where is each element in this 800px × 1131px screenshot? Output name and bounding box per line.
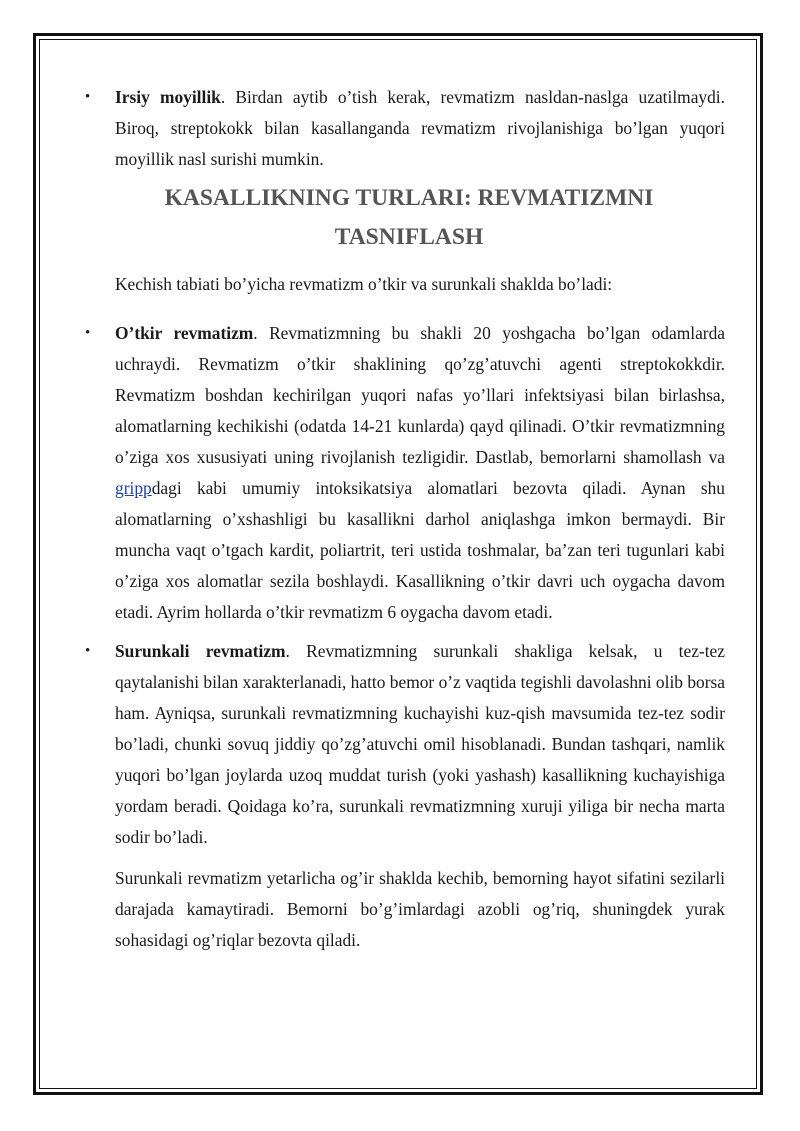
text-irsiy: . Birdan aytib o’tish kerak, revmatizm nasldan-naslga uzatilmaydi. Biroq, streptokokk bilan kasallanganda revmatizm rivojlanishiga bo’lgan yuqori moyillik nasl surishi mumkin.	[115, 87, 725, 169]
term-surunkali: Surunkali revmatizm	[115, 641, 286, 661]
term-otkir: O’tkir revmatizm	[115, 323, 254, 343]
document-body	[85, 82, 725, 956]
list-item-irsiy	[85, 82, 725, 175]
gripp-link[interactable]: gripp	[115, 478, 152, 498]
final-paragraph: Surunkali revmatizm yetarlicha og’ir shaklda kechib, bemorning hayot sifatini sezilarli darajada kamaytiradi. Bemorni bo’g’imlardagi azobli og’riq, shuningdek yurak sohasidagi og’riqlar bezovta qiladi.	[115, 868, 725, 950]
intro-paragraph: Kechish tabiati bo’yicha revmatizm o’tkir va surunkali shaklda bo’ladi:	[115, 274, 613, 294]
section-heading: KASALLIKNING TURLARI: REVMATIZMNI TASNIFLASH	[164, 185, 654, 250]
term-irsiy: Irsiy moyillik	[115, 87, 221, 107]
text-otkir-after: dagi kabi umumiy intoksikatsiya alomatlari bezovta qiladi. Aynan shu alomatlarning o’xshashligi bu kasallikni darhol aniqlashga imkon bermaydi. Bir muncha vaqt o’tgach kardit, poliartrit, teri ustida toshmalar, ba’zan teri tugunlari kabi o’ziga xos alomatlar sezila boshlaydi. Kasallikning o’tkir davri uch oygacha davom etadi. Ayrim hollarda o’tkir revmatizm 6 oygacha davom etadi.	[115, 478, 725, 622]
text-surunkali: . Revmatizmning surunkali shakliga kelsak, u tez-tez qaytalanishi bilan xarakterlanadi, hatto bemor o’z vaqtida tegishli davolashni olib borsa ham. Ayniqsa, surunkali revmatizmning kuchayishi kuz-qish mavsumida tez-tez sodir bo’ladi, chunki sovuq jiddiy qo’zg’atuvchi omil hisoblanadi. Bundan tashqari, namlik yuqori bo’lgan joylarda uzoq muddat turish (yoki yashash) kasallikning kuchayishiga yordam beradi. Qoidaga ko’ra, surunkali revmatizmning xuruji yiliga bir necha marta sodir bo’ladi.	[115, 641, 725, 847]
list-item-otkir	[85, 318, 725, 628]
bullet-icon: •	[85, 89, 91, 105]
text-otkir-before: . Revmatizmning bu shakli 20 yoshgacha bo’lgan odamlarda uchraydi. Revmatizm o’tkir shaklining qo’zg’atuvchi agenti streptokokkdir. Revmatizm boshdan kechirilgan yuqori nafas yo’llari infektsiyasi bilan birlashsa, alomatlarning kechikishi (odatda 14-21 kunlarda) qayd qilinadi. O’tkir revmatizmning o’ziga xos xususiyati uning rivojlanish tezligidir. Dastlab, bemorlarni shamollash va	[115, 323, 725, 467]
bullet-icon: •	[85, 643, 91, 659]
bullet-icon: •	[85, 325, 91, 341]
list-item-surunkali	[85, 636, 725, 853]
